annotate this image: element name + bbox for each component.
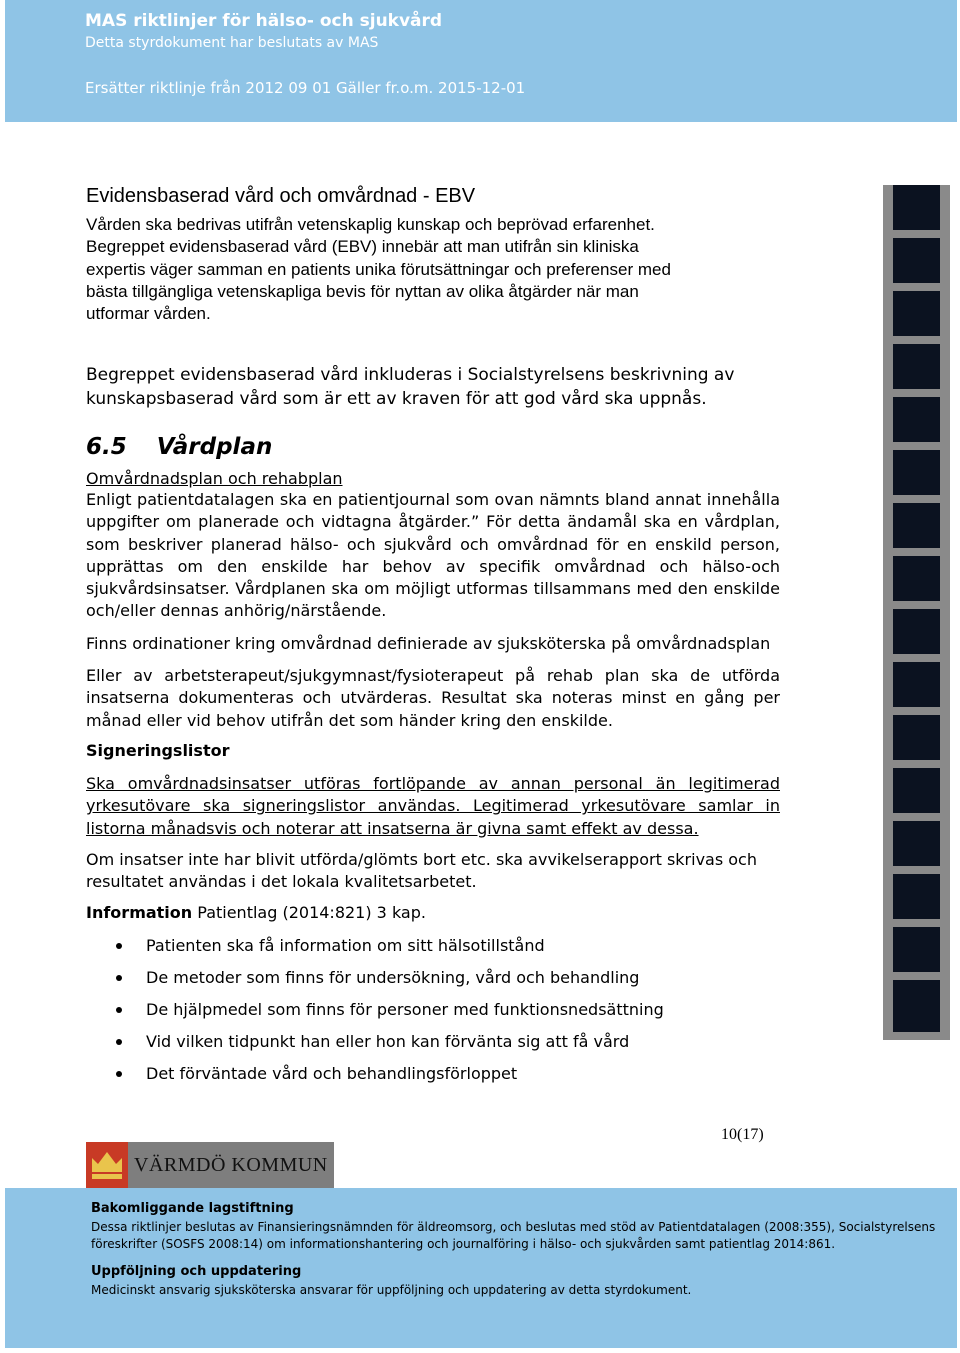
varmdo-kommun-logo xyxy=(86,1142,334,1188)
document-subtitle: Detta styrdokument har beslutats av MAS xyxy=(85,35,379,51)
decorative-block xyxy=(893,291,940,336)
text-line: Begreppet evidensbaserad vård (EBV) innebär att man utifrån sin kliniska xyxy=(86,237,639,257)
text-line: kunskapsbaserad vård som är ett av kraven för att god vård ska uppnås. xyxy=(86,389,707,409)
section-number: 6.5 xyxy=(86,434,127,460)
ebv-heading: Evidensbaserad vård och omvårdnad - EBV xyxy=(86,185,476,207)
text-line: som beskriver planerad hälso- och sjukvård och omvårdnad för en enskild person, xyxy=(86,534,780,554)
decorative-block xyxy=(893,927,940,972)
text-line: Eller av arbetsterapeut/sjukgymnast/fysioterapeut på rehab plan ska de utförda xyxy=(86,666,780,685)
footer-heading-uppfoljning: Uppföljning och uppdatering xyxy=(91,1264,302,1279)
decorative-block xyxy=(893,397,940,442)
text-line: upprättas om den enskilde har behov av specifik omvårdnad och hälso-och xyxy=(86,556,780,576)
page-number: 10(17) xyxy=(721,1126,764,1143)
text-line: yrkesutövare ska signeringslistor användas. Legitimerad yrkesutövare samlar in xyxy=(86,796,780,816)
text-line: Ska omvårdnadsinsatser utföras fortlöpande av annan personal än legitimerad xyxy=(86,774,780,793)
decorative-block xyxy=(893,503,940,548)
footer-band xyxy=(5,1188,957,1348)
section-title: Vårdplan xyxy=(156,434,273,460)
bullet-icon xyxy=(116,943,122,949)
bullet-icon xyxy=(116,1007,122,1013)
text-line: bästa tillgängliga vetenskapliga bevis för nyttan av olika åtgärder när man xyxy=(86,281,639,301)
validity-line: Ersätter riktlinje från 2012 09 01 Gäller fr.o.m. 2015-12-01 xyxy=(85,79,526,97)
footer-text-line: föreskrifter (SOSFS 2008:14) om informationshantering och journalföring i hälso- och sjukvården samt patientlag 2014:861. xyxy=(91,1237,836,1251)
signeringslistor-heading: Signeringslistor xyxy=(86,741,230,760)
decorative-block xyxy=(893,662,940,707)
footer-heading-lagstiftning: Bakomliggande lagstiftning xyxy=(91,1201,294,1216)
decorative-block xyxy=(893,185,940,230)
subheading-omvardnadsplan: Omvårdnadsplan och rehabplan xyxy=(86,469,343,488)
decorative-block xyxy=(893,715,940,760)
text-line: Vården ska bedrivas utifrån vetenskaplig kunskap och beprövad erfarenhet. xyxy=(86,215,655,234)
section-heading-vardplan xyxy=(86,434,272,460)
decorative-block xyxy=(893,450,940,495)
footer-text-line: Dessa riktlinjer beslutas av Finansieringsnämnden för äldreomsorg, och beslutas med stöd av Patientdatalagen (2008:355), Socialstyrelsens xyxy=(91,1220,936,1234)
header-band xyxy=(5,0,957,122)
signeringslistor-paragraph xyxy=(86,773,780,840)
decorative-block xyxy=(893,980,940,1032)
ebv-paragraph-2 xyxy=(86,363,734,411)
crown-icon xyxy=(86,1142,128,1188)
vardplan-paragraph xyxy=(86,489,780,623)
text-line: Begreppet evidensbaserad vård inkluderas i Socialstyrelsens beskrivning av xyxy=(86,365,735,385)
text-line: sjukvårdsinsatser. Vårdplanen ska om möjligt utformas tillsammans med den enskilde xyxy=(86,579,780,599)
text-line: listorna månadsvis och noterar att insatserna är givna samt effekt av dessa. xyxy=(86,818,699,838)
text-line: resultatet användas i det lokala kvalitetsarbetet. xyxy=(86,872,477,892)
text-line: Enligt patientdatalagen ska en patientjournal som ovan nämnts bland annat innehålla xyxy=(86,490,780,509)
ordinationer-paragraph: Finns ordinationer kring omvårdnad definierade av sjuksköterska på omvårdnadsplan xyxy=(86,634,771,653)
decorative-block xyxy=(893,238,940,283)
information-reference: Patientlag (2014:821) 3 kap. xyxy=(192,903,426,922)
text-line: insatserna dokumenteras och utvärderas. Resultat ska noteras minst en gång per xyxy=(86,688,780,708)
text-line: Om insatser inte har blivit utförda/glömts bort etc. ska avvikelserapport skrivas och xyxy=(86,850,757,869)
bullet-icon xyxy=(116,975,122,981)
logo-wordmark: VÄRMDÖ KOMMUN xyxy=(134,1154,328,1176)
text-line: och/eller dennas anhörig/närstående. xyxy=(86,601,387,621)
decorative-block xyxy=(893,768,940,813)
decorative-block xyxy=(893,821,940,866)
decorative-side-band xyxy=(883,185,950,1040)
text-line: uppgifter om planerade och vidtagna åtgärder.” För detta ändamål ska en vårdplan, xyxy=(86,512,780,532)
document-title: MAS riktlinjer för hälso- och sjukvård xyxy=(85,11,443,31)
decorative-block xyxy=(893,556,940,601)
bullet-icon xyxy=(116,1071,122,1077)
decorative-block xyxy=(893,344,940,389)
text-line: expertis väger samman en patients unika förutsättningar och preferenser med xyxy=(86,259,671,279)
information-line xyxy=(86,903,426,922)
footer-text-line: Medicinskt ansvarig sjuksköterska ansvarar för uppföljning och uppdatering av detta styrdokument. xyxy=(91,1283,692,1297)
bullet-icon xyxy=(116,1039,122,1045)
ebv-paragraph-1 xyxy=(86,214,671,325)
text-line: månad eller vid behov utifrån det som händer kring den enskilde. xyxy=(86,710,613,730)
decorative-block xyxy=(893,609,940,654)
avvikelse-paragraph xyxy=(86,849,757,894)
text-line: utformar vården. xyxy=(86,304,211,324)
rehab-paragraph xyxy=(86,665,780,732)
decorative-block xyxy=(893,874,940,919)
information-label: Information xyxy=(86,903,193,922)
